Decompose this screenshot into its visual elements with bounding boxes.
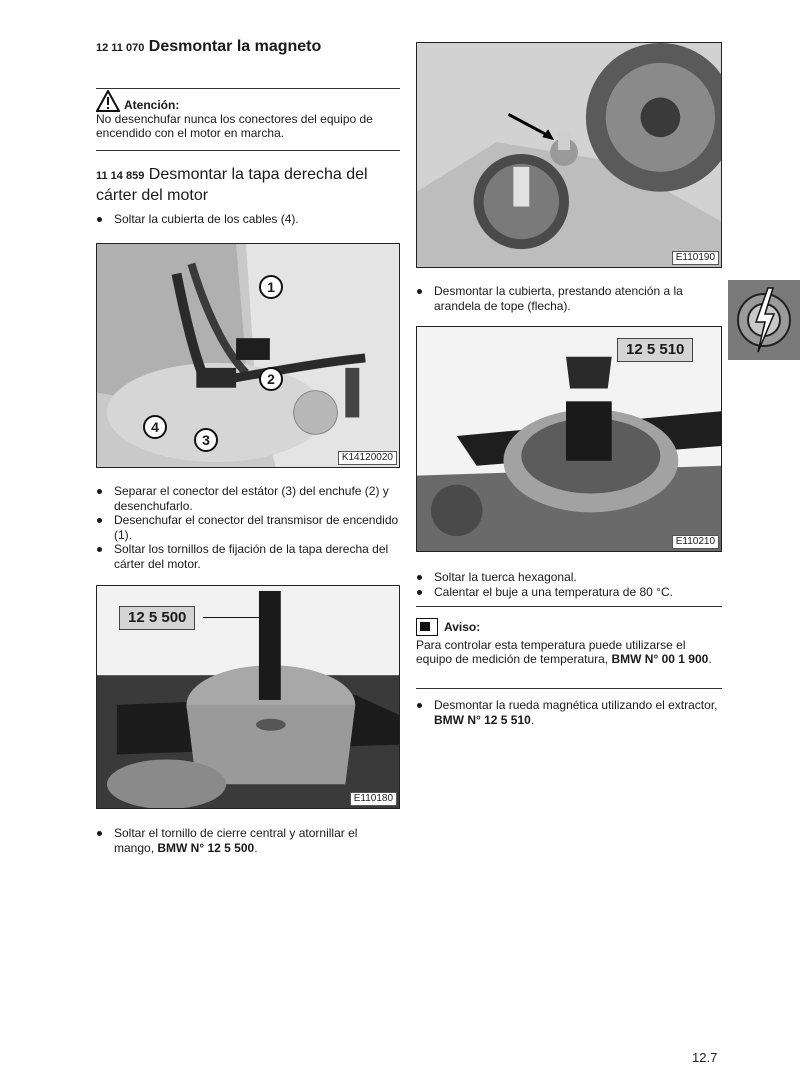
list-item: Separar el conector del estátor (3) del enchufe (2) y desenchufarlo. [96, 484, 400, 513]
figure-puller [416, 326, 722, 552]
list-item: Calentar el buje a una temperatura de 80 °C. [416, 585, 722, 600]
tool-reference: BMW N° 12 5 510 [434, 712, 531, 727]
list-item: Soltar la cubierta de los cables (4). [96, 212, 400, 227]
list-item [416, 698, 722, 727]
step-tail: . [254, 840, 258, 855]
tool-reference: BMW N° 00 1 900 [611, 652, 709, 666]
steps-list [416, 284, 722, 313]
callout-3: 3 [194, 428, 218, 452]
figure-gears [416, 42, 722, 268]
figure-code: E110210 [672, 535, 719, 549]
warning-icon [96, 90, 120, 112]
step-tail: . [530, 712, 535, 727]
page-title [96, 38, 321, 56]
figure-handle-tool [96, 585, 400, 809]
steps-list [416, 698, 722, 727]
figure-code: E110190 [672, 251, 719, 265]
steps-list [96, 212, 400, 227]
notice-title: Aviso: [444, 620, 481, 634]
divider [96, 88, 400, 89]
steps-list [416, 570, 722, 599]
steps-list [96, 826, 400, 855]
warning-text: No desenchufar nunca los conectores del equipo de encendido con el motor en marcha. [96, 112, 373, 140]
notice-tail: . [708, 652, 712, 666]
list-item: Desenchufar el conector del transmisor de encendido (1). [96, 513, 400, 542]
step-text: Soltar el tornillo de cierre central y atornillar el mango, [114, 826, 358, 855]
notice-block [416, 618, 722, 666]
notice-icon [416, 618, 438, 636]
steps-list [96, 484, 400, 571]
tool-reference: BMW N° 12 5 500 [157, 840, 255, 855]
electrical-icon [728, 280, 800, 360]
list-item: Soltar los tornillos de fijación de la tapa derecha del cárter del motor. [96, 542, 400, 571]
wiring-photo [97, 244, 399, 467]
section-code: 11 14 859 [96, 170, 145, 182]
tool-label: 12 5 500 [119, 606, 195, 630]
section-title: Desmontar la tapa derecha del cárter del motor [96, 166, 368, 204]
warning-block [96, 90, 400, 140]
figure-code: K14120020 [338, 451, 397, 465]
list-item: Desmontar la cubierta, prestando atención a la arandela de tope (flecha). [416, 284, 722, 313]
tool-label: 12 5 510 [617, 338, 693, 362]
page-number: 12.7 [692, 1050, 718, 1065]
header-code: 12 11 070 [96, 42, 145, 54]
chapter-tab [728, 280, 800, 360]
callout-4: 4 [143, 415, 167, 439]
header-title: Desmontar la magneto [148, 38, 322, 55]
callout-1: 1 [259, 275, 283, 299]
divider [416, 606, 722, 607]
figure-wiring [96, 243, 400, 468]
tool-pointer [203, 617, 263, 618]
list-item [96, 826, 400, 855]
section-heading [96, 165, 400, 206]
callout-2: 2 [259, 367, 283, 391]
notice-text: Para controlar esta temperatura puede utilizarse el equipo de medición de temperatura, [416, 638, 686, 666]
step-text: Desmontar la rueda magnética utilizando el extractor, [434, 698, 718, 712]
divider [96, 150, 400, 151]
gears-photo [417, 43, 721, 267]
figure-code: E110180 [350, 792, 397, 806]
divider [416, 688, 722, 689]
list-item: Soltar la tuerca hexagonal. [416, 570, 722, 585]
warning-title: Atención: [124, 98, 180, 112]
